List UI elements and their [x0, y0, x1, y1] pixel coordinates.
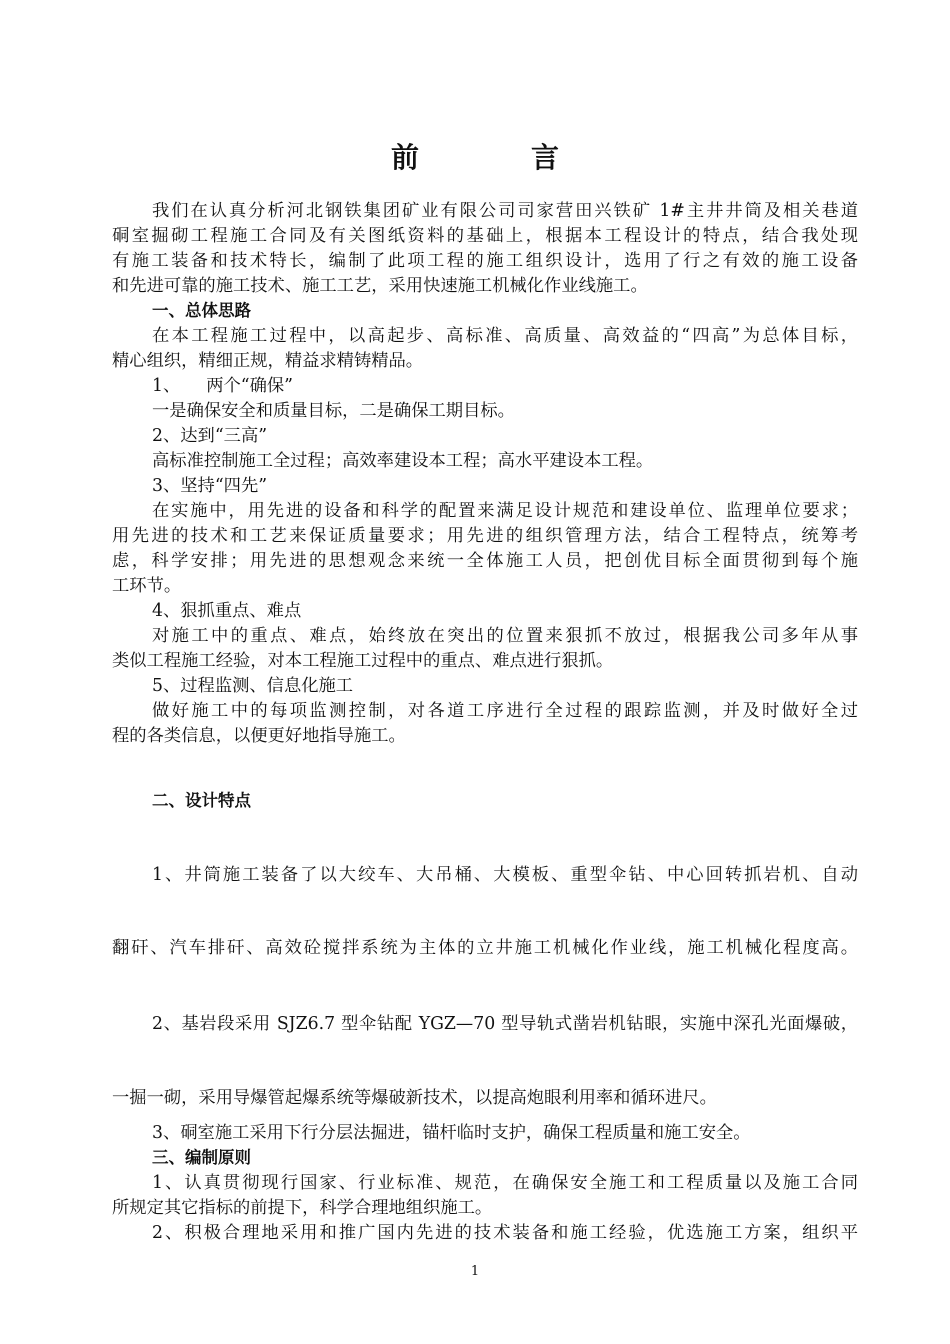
paragraph-line: 程的各类信息，以便更好地指导施工。: [112, 726, 406, 746]
paragraph-line: 硐室掘砌工程施工合同及有关图纸资料的基础上，根据本工程设计的特点，结合我处现: [112, 226, 858, 246]
paragraph-line: 3、硐室施工采用下行分层法掘进，锚杆临时支护，确保工程质量和施工安全。: [152, 1123, 751, 1143]
paragraph-line: 2、基岩段采用 SJZ6.7 型伞钻配 YGZ—70 型导轨式凿岩机钻眼，实施中深孔光面爆破，: [152, 1014, 858, 1034]
paragraph-line: 高标准控制施工全过程；高效率建设本工程；高水平建设本工程。: [152, 451, 654, 471]
sub-heading: 1、 两个“确保”: [152, 376, 293, 396]
paragraph-line: 精心组织，精细正规，精益求精铸精品。: [112, 351, 424, 371]
paragraph-line: 和先进可靠的施工技术、施工工艺，采用快速施工机械化作业线施工。: [112, 276, 648, 296]
sub-heading: 5、过程监测、信息化施工: [152, 676, 354, 696]
paragraph-line: 用先进的技术和工艺来保证质量要求；用先进的组织管理方法，结合工程特点，统筹考: [112, 526, 858, 546]
sub-heading: 4、狠抓重点、难点: [152, 601, 302, 621]
paragraph-line: 2、积极合理地采用和推广国内先进的技术装备和施工经验，优选施工方案，组织平: [152, 1223, 858, 1243]
paragraph-line: 所规定其它指标的前提下，科学合理地组织施工。: [112, 1198, 493, 1218]
paragraph-line: 在本工程施工过程中，以高起步、高标准、高质量、高效益的“四高”为总体目标，: [152, 326, 858, 346]
paragraph-line: 一是确保安全和质量目标，二是确保工期目标。: [152, 401, 515, 421]
sub-heading: 3、坚持“四先”: [152, 476, 268, 496]
section-heading: 三、编制原则: [152, 1148, 251, 1167]
paragraph-line: 对施工中的重点、难点，始终放在突出的位置来狠抓不放过，根据我公司多年从事: [152, 626, 858, 646]
sub-heading: 2、达到“三高”: [152, 426, 268, 446]
paragraph-line: 1、井筒施工装备了以大绞车、大吊桶、大模板、重型伞钻、中心回转抓岩机、自动: [152, 865, 858, 885]
paragraph-line: 我们在认真分析河北钢铁集团矿业有限公司司家营田兴铁矿 1#主井井筒及相关巷道: [152, 201, 858, 221]
page-title: 前 言: [390, 141, 601, 174]
paragraph-line: 有施工装备和技术特长，编制了此项工程的施工组织设计，选用了行之有效的施工设备: [112, 251, 858, 271]
paragraph-line: 虑，科学安排；用先进的思想观念来统一全体施工人员，把创优目标全面贯彻到每个施: [112, 551, 858, 571]
paragraph-line: 一掘一砌，采用导爆管起爆系统等爆破新技术，以提高炮眼利用率和循环进尺。: [112, 1088, 717, 1108]
section-heading: 二、设计特点: [152, 791, 251, 810]
paragraph-line: 翻矸、汽车排矸、高效砼搅拌系统为主体的立井施工机械化作业线，施工机械化程度高。: [112, 938, 858, 958]
paragraph-line: 1、认真贯彻现行国家、行业标准、规范，在确保安全施工和工程质量以及施工合同: [152, 1173, 858, 1193]
page-number: 1: [470, 1264, 480, 1279]
paragraph-line: 类似工程施工经验，对本工程施工过程中的重点、难点进行狠抓。: [112, 651, 614, 671]
paragraph-line: 工环节。: [112, 576, 182, 596]
paragraph-line: 在实施中，用先进的设备和科学的配置来满足设计规范和建设单位、监理单位要求；: [152, 501, 858, 521]
section-heading: 一、总体思路: [152, 301, 251, 320]
paragraph-line: 做好施工中的每项监测控制，对各道工序进行全过程的跟踪监测，并及时做好全过: [152, 701, 858, 721]
